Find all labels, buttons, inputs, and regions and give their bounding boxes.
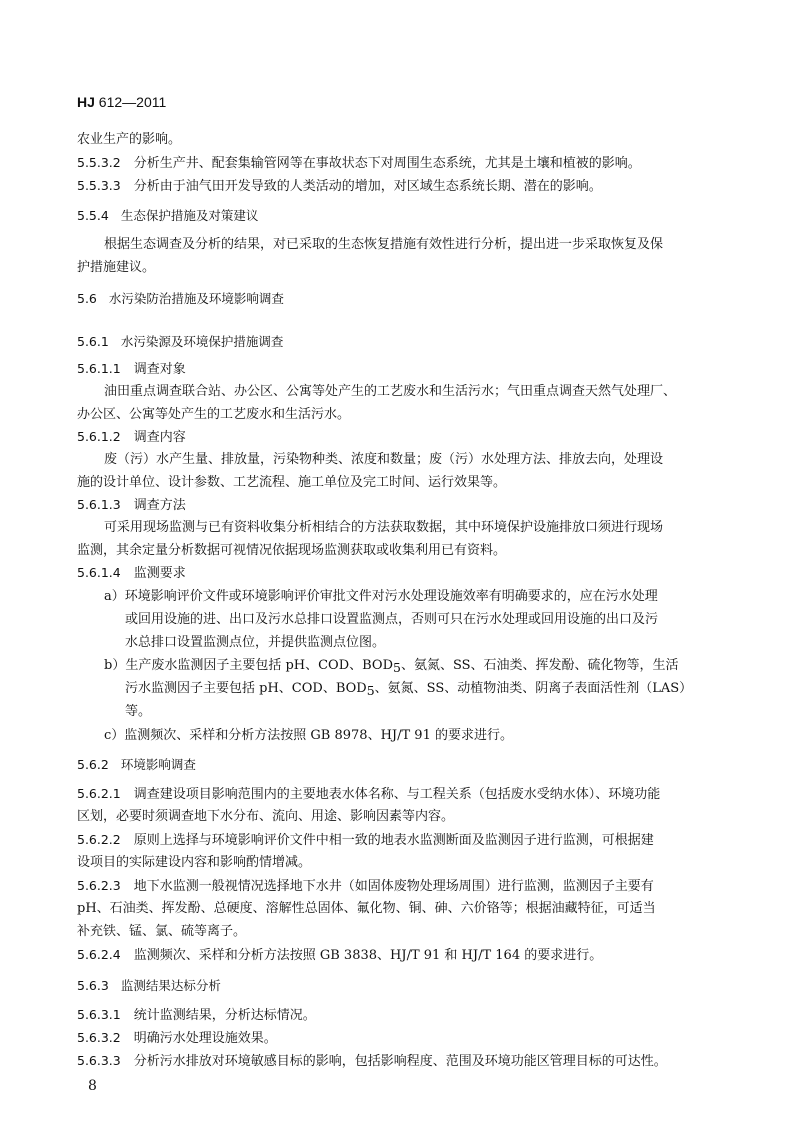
section-title: 生态保护措施及对策建议 bbox=[120, 208, 259, 223]
section-number: 5.6.2 bbox=[77, 757, 109, 772]
paragraph-line: 护措施建议。 bbox=[77, 260, 156, 275]
list-item-b-line: 等。 bbox=[125, 704, 152, 719]
paragraph-line: 办公区、公寓等处产生的工艺废水和生活污水。 bbox=[77, 407, 351, 422]
page-number: 8 bbox=[88, 1078, 97, 1094]
subscript: 5 bbox=[366, 683, 375, 698]
clause-5-6-3-2 bbox=[77, 1029, 277, 1048]
clause-5-6-2-2 bbox=[77, 831, 654, 850]
list-item-a-line: 或回用设施的进、出口及污水总排口设置监测点，否则可只在污水处理或回用设施的出口及污 bbox=[125, 612, 659, 627]
clause-text: 分析生产井、配套集输管网等在事故状态下对周围生态系统，尤其是土壤和植被的影响。 bbox=[133, 156, 641, 171]
clause-number: 5.6.1.4 bbox=[77, 565, 121, 580]
clause-5-6-1-3 bbox=[77, 496, 186, 515]
clause-number: 5.6.2.1 bbox=[77, 786, 121, 801]
list-item-b-line: b）生产废水监测因子主要包括 pH、COD、BOD5、氨氮、SS、石油类、挥发酚、硫化物等，生活 bbox=[104, 658, 679, 675]
clause-5-6-1-4 bbox=[77, 564, 186, 583]
list-item-b-line: 污水监测因子主要包括 pH、COD、BOD5、氨氮、SS、动植物油类、阴离子表面活性剂（LAS） bbox=[125, 681, 693, 698]
list-item-a-line: 水总排口设置监测点位，并提供监测点位图。 bbox=[125, 635, 386, 650]
section-number: 5.5.4 bbox=[77, 208, 109, 223]
paragraph-line: 补充铁、锰、氯、硫等离子。 bbox=[77, 924, 247, 939]
clause-number: 5.6.1.3 bbox=[77, 497, 121, 512]
clause-number: 5.6.2.3 bbox=[77, 878, 121, 893]
clause-text: 调查建设项目影响范围内的主要地表水体名称、与工程关系（包括废水受纳水体）、环境功能 bbox=[133, 787, 661, 802]
clause-number: 5.5.3.2 bbox=[77, 155, 121, 170]
section-number: 5.6.3 bbox=[77, 978, 109, 993]
clause-text: 调查对象 bbox=[133, 362, 186, 377]
clause-number: 5.6.3.2 bbox=[77, 1030, 121, 1045]
clause-5-6-1-2 bbox=[77, 428, 186, 447]
paragraph-line: 可采用现场监测与已有资料收集分析相结合的方法获取数据，其中环境保护设施排放口须进行现场 bbox=[104, 520, 664, 535]
clause-5-5-3-2 bbox=[77, 154, 641, 173]
standard-number: 612—2011 bbox=[94, 94, 167, 110]
section-title: 水污染源及环境保护措施调查 bbox=[120, 334, 284, 349]
paragraph-line: 油田重点调查联合站、办公区、公寓等处产生的工艺废水和生活污水；气田重点调查天然气处理厂、 bbox=[104, 384, 677, 399]
section-number: 5.6.1 bbox=[77, 334, 109, 349]
clause-text: 明确污水处理设施效果。 bbox=[133, 1031, 277, 1046]
section-5-6-3-heading bbox=[77, 977, 221, 995]
clause-5-6-3-3 bbox=[77, 1052, 667, 1071]
clause-number: 5.6.3.3 bbox=[77, 1053, 121, 1068]
list-item-c-line: c）监测频次、采样和分析方法按照 GB 8978、HJ/T 91 的要求进行。 bbox=[104, 728, 513, 743]
paragraph-line: 废（污）水产生量、排放量，污染物种类、浓度和数量；废（污）水处理方法、排放去向，处理设 bbox=[104, 452, 664, 467]
clause-text: 监测要求 bbox=[133, 566, 186, 581]
clause-5-6-1-1 bbox=[77, 360, 186, 379]
section-title: 环境影响调查 bbox=[120, 757, 196, 772]
clause-text: 统计监测结果，分析达标情况。 bbox=[133, 1008, 316, 1023]
section-5-5-4-heading bbox=[77, 207, 258, 225]
clause-number: 5.6.1.2 bbox=[77, 429, 121, 444]
clause-5-6-2-3 bbox=[77, 877, 654, 896]
clause-text: 分析污水排放对环境敏感目标的影响，包括影响程度、范围及环境功能区管理目标的可达性。 bbox=[133, 1054, 667, 1069]
section-title: 水污染防治措施及环境影响调查 bbox=[108, 291, 284, 306]
clause-text: 分析由于油气田开发导致的人类活动的增加，对区域生态系统长期、潜在的影响。 bbox=[133, 179, 602, 194]
clause-number: 5.6.2.4 bbox=[77, 947, 121, 962]
standard-prefix: HJ bbox=[77, 94, 95, 110]
paragraph-line: 根据生态调查及分析的结果，对已采取的生态恢复措施有效性进行分析，提出进一步采取恢复及保 bbox=[104, 237, 664, 252]
continuation-text: 农业生产的影响。 bbox=[77, 132, 182, 147]
section-title: 监测结果达标分析 bbox=[120, 978, 221, 993]
clause-5-6-3-1 bbox=[77, 1006, 316, 1025]
clause-text: 地下水监测一般视情况选择地下水井（如固体废物处理场周围）进行监测，监测因子主要有 bbox=[133, 879, 654, 894]
paragraph-line: 设项目的实际建设内容和影响酌情增减。 bbox=[77, 855, 312, 870]
paragraph-line: pH、石油类、挥发酚、总硬度、溶解性总固体、氟化物、铜、砷、六价铬等；根据油藏特征，可适当 bbox=[77, 901, 656, 916]
clause-number: 5.6.3.1 bbox=[77, 1007, 121, 1022]
clause-text: 调查内容 bbox=[133, 430, 186, 445]
paragraph-line: 监测，其余定量分析数据可视情况依据现场监测获取或收集利用已有资料。 bbox=[77, 543, 507, 558]
section-5-6-heading bbox=[77, 290, 284, 308]
clause-5-5-3-3 bbox=[77, 177, 602, 196]
clause-number: 5.6.1.1 bbox=[77, 361, 121, 376]
clause-number: 5.6.2.2 bbox=[77, 832, 121, 847]
subscript: 5 bbox=[393, 660, 401, 675]
clause-5-6-2-4 bbox=[77, 946, 602, 965]
section-number: 5.6 bbox=[77, 291, 97, 306]
clause-number: 5.5.3.3 bbox=[77, 178, 121, 193]
clause-5-6-2-1 bbox=[77, 785, 660, 804]
section-5-6-1-heading bbox=[77, 333, 283, 351]
section-5-6-2-heading bbox=[77, 756, 196, 774]
clause-text: 原则上选择与环境影响评价文件中相一致的地表水监测断面及监测因子进行监测，可根据建 bbox=[133, 833, 654, 848]
clause-text: 监测频次、采样和分析方法按照 GB 3838、HJ/T 91 和 HJ/T 164 的要求进行。 bbox=[133, 948, 603, 963]
paragraph-line: 区划，必要时须调查地下水分布、流向、用途、影响因素等内容。 bbox=[77, 809, 455, 824]
clause-text: 调查方法 bbox=[133, 498, 186, 513]
standard-header bbox=[77, 93, 166, 111]
list-item-a-line: a）环境影响评价文件或环境影响评价审批文件对污水处理设施效率有明确要求的，应在污水处理 bbox=[104, 589, 658, 604]
paragraph-line: 施的设计单位、设计参数、工艺流程、施工单位及完工时间、运行效果等。 bbox=[77, 475, 507, 490]
